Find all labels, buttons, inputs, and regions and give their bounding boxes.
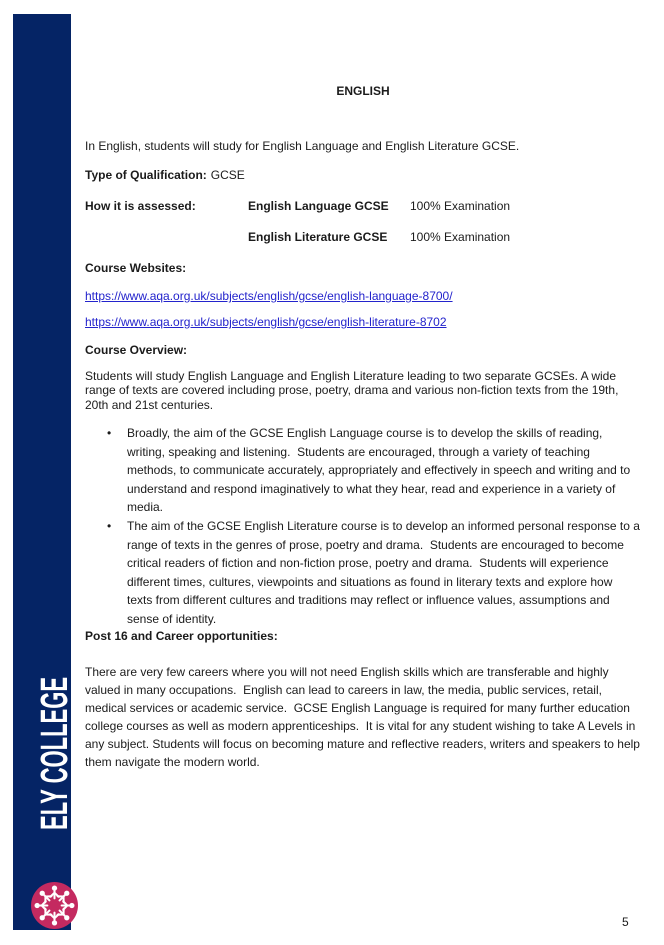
assessment-method: 100% Examination [410,199,511,213]
qualification-label: Type of Qualification: [85,168,207,182]
assessment-label: How it is assessed: [85,199,196,213]
brand-sidebar [13,14,76,930]
course-overview-paragraph: Students will study English Language and English Literature leading to two separate GCSEs. A wide range of texts are covered including prose, poetry, drama and various non-fiction texts from the 19th, 20th and 21st centuries. [85,369,622,412]
assessment-method: 100% Examination [410,230,511,244]
page-number: 5 [622,915,629,929]
course-website-link-language[interactable]: https://www.aqa.org.uk/subjects/english/gcse/english-language-8700/ [85,289,453,303]
bullet-marker: • [107,426,112,440]
course-website-link-literature[interactable]: https://www.aqa.org.uk/subjects/english/gcse/english-literature-8702 [85,315,447,329]
assessment-course: English Language GCSE [248,199,389,213]
qualification-row [85,168,245,182]
course-overview-heading: Course Overview: [85,343,188,357]
bullet-marker: • [107,519,112,533]
list-item [107,517,644,629]
bullet-text: The aim of the GCSE English Literature course is to develop an informed personal response to a range of texts in the genres of prose, poetry and drama. Students are encouraged to become critical readers of fiction and non-fiction prose, poetry and drama. Students will experience different times, cultures, viewpoints and situations as found in literary texts and explore how texts from different cultures and traditions may reflect or influence values, assumptions and sense of identity. [127,519,644,626]
ely-college-crest-icon [30,881,79,930]
post16-paragraph: There are very few careers where you will not need English skills which are transferable and highly valued in many occupations. English can lead to careers in law, the media, public services, retail, medical services or academic service. GCSE English Language is required for many further education college courses as well as modern apprenticeships. It is vital for any student wishing to take A Levels in any subject. Students will focus on becoming mature and reflective readers, writers and speakers to help them navigate the modern world. [85,665,644,769]
bullet-text: Broadly, the aim of the GCSE English Language course is to develop the skills of reading, writing, speaking and listening. Students are encouraged, through a variety of teaching methods, to communicate accurately, appropriately and effectively in speech and writing and to understand and respond imaginatively to what they hear, read and experience in a variety of media. [127,426,634,515]
assessment-course: English Literature GCSE [248,230,388,244]
qualification-value: GCSE [210,168,245,182]
course-websites-heading: Course Websites: [85,261,187,275]
post16-heading: Post 16 and Career opportunities: [85,629,278,643]
page-title: ENGLISH [336,84,390,98]
list-item [107,424,641,517]
brand-text: ELY COLLEGE [34,676,76,830]
intro-text: In English, students will study for English Language and English Literature GCSE. [85,139,520,153]
